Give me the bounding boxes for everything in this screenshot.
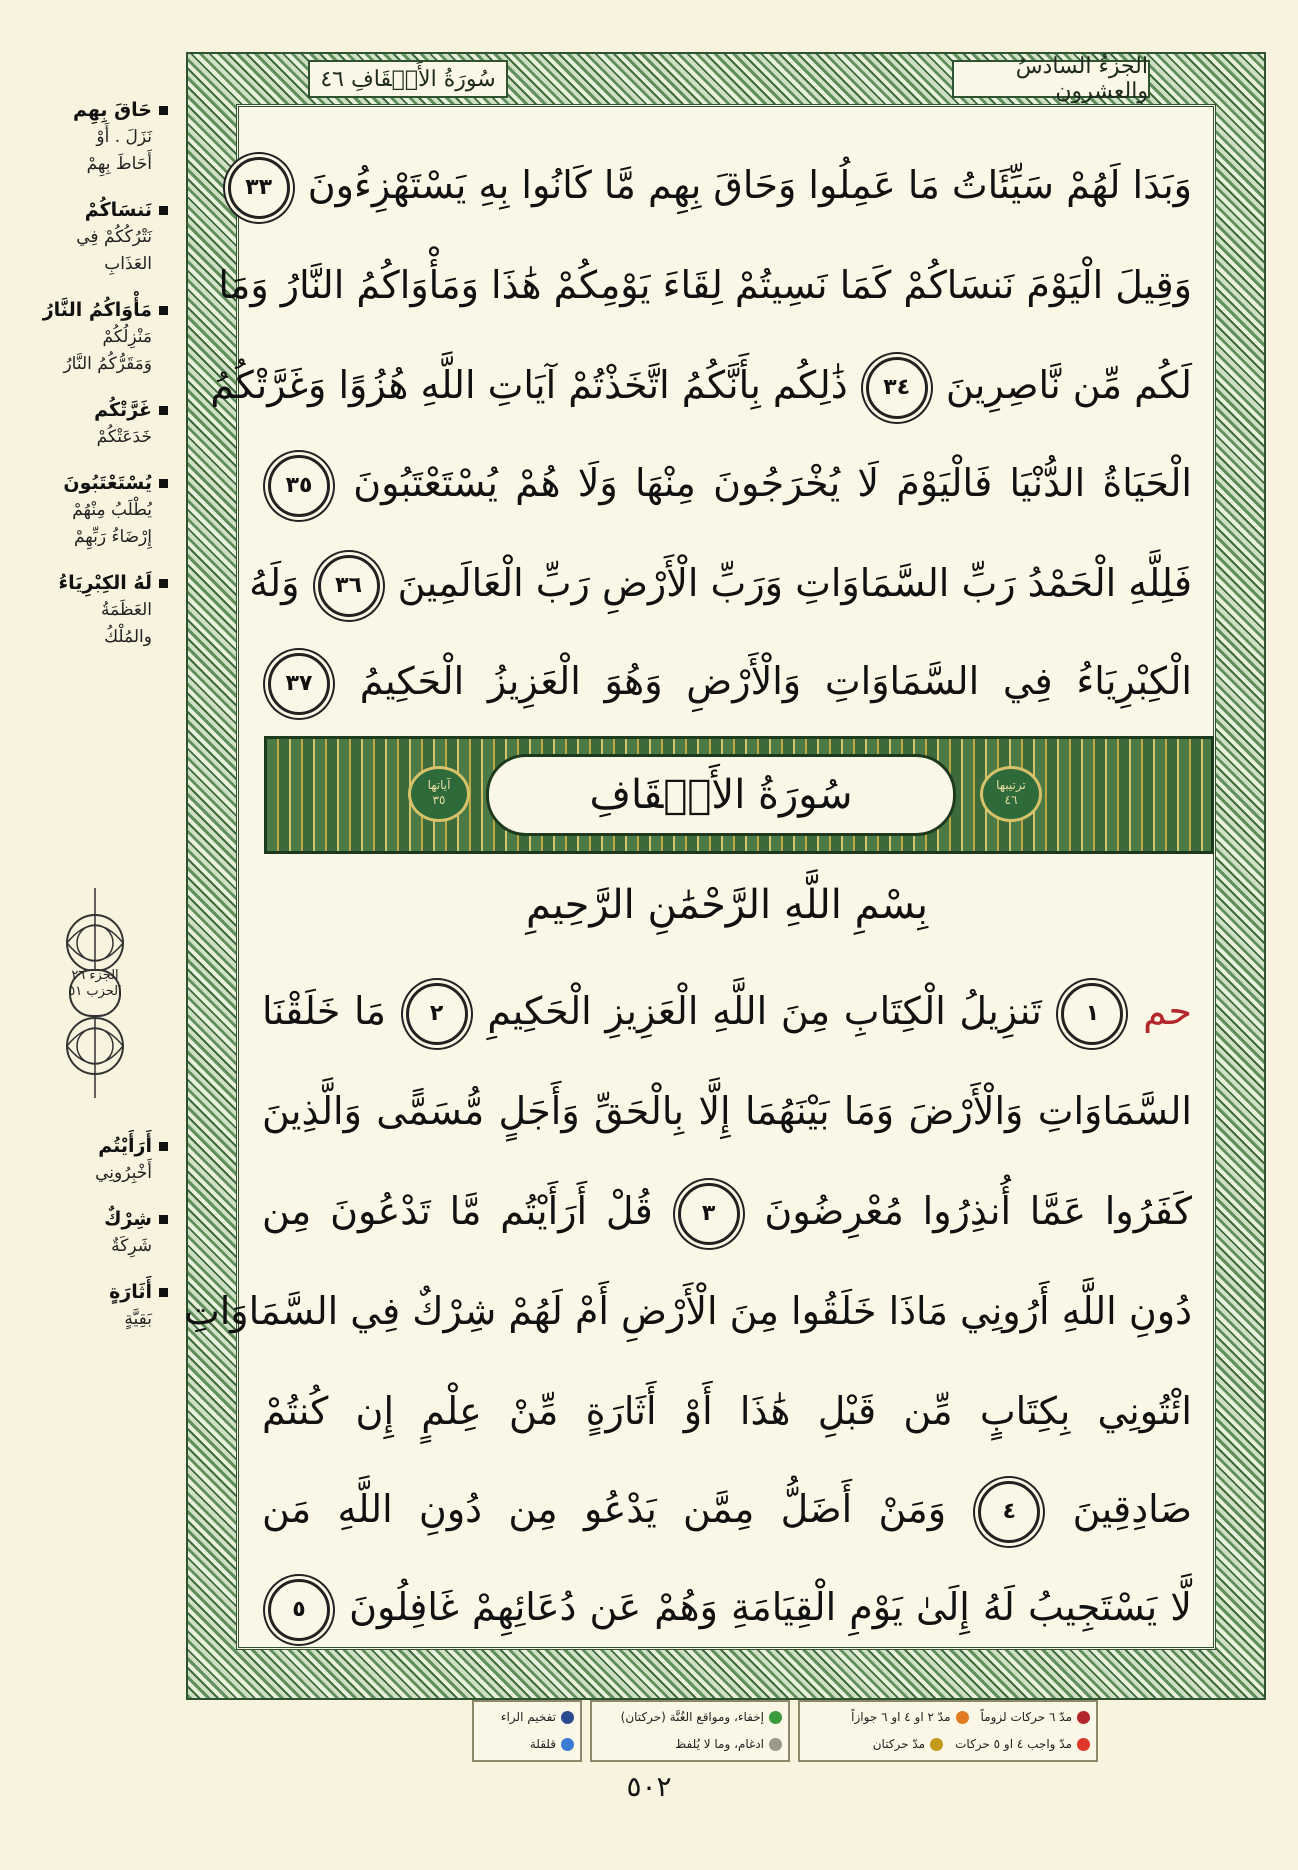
color-dot-icon [956, 1711, 969, 1724]
verse-text: حم [1143, 989, 1192, 1033]
verse-line [262, 976, 1192, 1046]
glossary-word: مَأْوَاكُمُ النَّارُ [42, 299, 152, 321]
verse-number-marker: ٣٦ [318, 555, 380, 617]
color-dot-icon [769, 1711, 782, 1724]
color-dot-icon [561, 1711, 574, 1724]
surah-header-label: سُورَةُ الأَحۡقَافِ ٤٦ [308, 60, 508, 98]
verse-line [262, 1076, 1192, 1146]
legend-item: إخفاء، ومواقع الغُنَّة (حركتان) [598, 1704, 782, 1731]
glossary-sidebar-lower [18, 1132, 168, 1351]
legend-item: مدّ ٦ حركات لزوماً [981, 1704, 1091, 1731]
verse-text: فَلِلَّهِ الْحَمْدُ رَبِّ السَّمَاوَاتِ وَرَبِّ الْأَرْضِ رَبِّ الْعَالَمِينَ [397, 561, 1192, 605]
surah-title: سُورَةُ الأَحۡقَافِ [486, 754, 956, 836]
verse-number-marker: ٢ [406, 983, 468, 1045]
glossary-word: يُسْتَعْتَبُونَ [63, 472, 152, 494]
bullet-icon [159, 1142, 168, 1151]
glossary-entry [18, 196, 168, 278]
verse-text: تَنزِيلُ الْكِتَابِ مِنَ اللَّهِ الْعَزِيزِ الْحَكِيمِ [487, 989, 1042, 1033]
ayat-number: ٣٥ [432, 793, 446, 807]
verse-number-marker: ٣ [678, 1183, 740, 1245]
verse-text: قُلْ أَرَأَيْتُم مَّا تَدْعُونَ مِن [262, 1189, 653, 1233]
verse-text: دُونِ اللَّهِ أَرُونِي مَاذَا خَلَقُوا مِنَ الْأَرْضِ أَمْ لَهُمْ شِرْكٌ فِي السَّمَاوَاتِ [183, 1289, 1192, 1333]
tajweed-legend [398, 1700, 1098, 1762]
glossary-meaning: بَقِيَّةٍ [124, 1309, 152, 1329]
basmala: بِسْمِ اللَّهِ الرَّحْمَٰنِ الرَّحِيمِ [525, 882, 929, 928]
verse-line [262, 1572, 1192, 1642]
verse-line [183, 1276, 1192, 1346]
legend-item: تفخيم الراء [480, 1704, 574, 1731]
verse-text: لَّا يَسْتَجِيبُ لَهُ إِلَىٰ يَوْمِ الْقِيَامَةِ وَهُمْ عَن دُعَائِهِمْ غَافِلُونَ [349, 1585, 1192, 1629]
verse-number-marker: ٤ [978, 1481, 1040, 1543]
verse-line [262, 448, 1192, 518]
legend-item: مدّ ٢ او ٤ او ٦ جوازاً [851, 1704, 968, 1731]
verse-text: ذَٰلِكُم بِأَنَّكُمُ اتَّخَذْتُمْ آيَاتِ اللَّهِ هُزُوًا وَغَرَّتْكُمُ [210, 363, 848, 407]
legend-item: مدّ حركتان [873, 1731, 943, 1758]
juz-header-label: الجزءُ السادسُ والعشرون [952, 60, 1150, 98]
verse-line [218, 250, 1192, 320]
glossary-meaning: يُطْلَبُ مِنْهُمْ إِرْضَاءُ رَبِّهِمْ [72, 500, 152, 547]
glossary-word: أَرَأَيْتُم [98, 1135, 152, 1157]
verse-text: وَلَهُ [249, 561, 300, 605]
glossary-meaning: العَظَمَةُ والمُلْكُ [101, 600, 152, 647]
glossary-entry [18, 96, 168, 178]
verse-text: الْحَيَاةُ الدُّنْيَا فَالْيَوْمَ لَا يُخْرَجُونَ مِنْهَا وَلَا هُمْ يُسْتَعْتَبُونَ [353, 461, 1192, 505]
verse-text: وَقِيلَ الْيَوْمَ نَنسَاكُمْ كَمَا نَسِيتُمْ لِقَاءَ يَوْمِكُمْ هَٰذَا وَمَأْوَاكُمُ النَّارُ وَمَا [218, 263, 1192, 307]
legend-item: ادغام، وما لا يُلفظ [598, 1731, 782, 1758]
legend-box-madd [798, 1700, 1098, 1762]
glossary-word: نَنسَاكُمْ [84, 199, 152, 221]
verse-text: وَبَدَا لَهُمْ سَيِّئَاتُ مَا عَمِلُوا وَحَاقَ بِهِم مَّا كَانُوا بِهِ يَسْتَهْزِءُونَ [307, 163, 1192, 207]
verse-line [245, 150, 1192, 220]
glossary-entry [18, 1132, 168, 1187]
verse-text: وَمَنْ أَضَلُّ مِمَّن يَدْعُو مِن دُونِ اللَّهِ مَن [262, 1487, 947, 1531]
bullet-icon [159, 306, 168, 315]
color-dot-icon [769, 1738, 782, 1751]
hizb-label [52, 968, 138, 1000]
glossary-word: شِرْكٌ [104, 1208, 152, 1230]
bullet-icon [159, 206, 168, 215]
color-dot-icon [1077, 1711, 1090, 1724]
verse-text: كَفَرُوا عَمَّا أُنذِرُوا مُعْرِضُونَ [764, 1189, 1192, 1233]
legend-box-ghunna [590, 1700, 790, 1762]
glossary-sidebar [18, 96, 168, 669]
verse-text: لَكُم مِّن نَّاصِرِينَ [945, 363, 1192, 407]
verse-line [249, 548, 1192, 618]
verse-text: السَّمَاوَاتِ وَالْأَرْضَ وَمَا بَيْنَهُمَا إِلَّا بِالْحَقِّ وَأَجَلٍ مُّسَمًّى وَالَّذِينَ [262, 1089, 1192, 1133]
legend-box-ra [472, 1700, 582, 1762]
verse-number-marker: ٥ [268, 1579, 330, 1641]
color-dot-icon [561, 1738, 574, 1751]
verse-line [262, 1376, 1192, 1446]
verse-text: صَادِقِينَ [1072, 1487, 1192, 1531]
verse-text: ائْتُونِي بِكِتَابٍ مِّن قَبْلِ هَٰذَا أَوْ أَثَارَةٍ مِّنْ عِلْمٍ إِن كُنتُمْ [262, 1389, 1192, 1433]
glossary-meaning: أَخْبِرُونِي [95, 1163, 152, 1183]
verse-number-marker: ٣٣ [228, 157, 290, 219]
glossary-entry [18, 396, 168, 451]
ayat-label: آياتها [427, 778, 451, 792]
verse-line [210, 350, 1192, 420]
glossary-entry [18, 1278, 168, 1333]
verse-text: الْكِبْرِيَاءُ فِي السَّمَاوَاتِ وَالْأَرْضِ وَهُوَ الْعَزِيزُ الْحَكِيمُ [359, 659, 1192, 703]
color-dot-icon [930, 1738, 943, 1751]
glossary-entry [18, 569, 168, 651]
hizb-number: الحزب ٥١ [68, 984, 122, 999]
bullet-icon [159, 106, 168, 115]
ayat-count-medallion [408, 766, 470, 822]
verse-line [262, 1176, 1192, 1246]
verse-line [262, 1474, 1192, 1544]
glossary-meaning: نَزَلَ . أَوْ أَحَاطَ بِهِمْ [86, 127, 152, 174]
glossary-word: غَرَّتْكُم [94, 399, 152, 421]
glossary-meaning: نَتْرُكُكُمْ فِي العَذَابِ [76, 227, 152, 274]
verse-number-marker: ١ [1061, 983, 1123, 1045]
glossary-word: حَاقَ بِهِم [72, 99, 152, 121]
juz-number: الجزء ٢٦ [71, 968, 119, 983]
bullet-icon [159, 579, 168, 588]
bullet-icon [159, 1215, 168, 1224]
glossary-meaning: خَدَعَتْكُمْ [96, 427, 152, 447]
legend-item: قلقلة [480, 1731, 574, 1758]
order-number: ٤٦ [1004, 793, 1018, 807]
bullet-icon [159, 479, 168, 488]
bullet-icon [159, 1288, 168, 1297]
verse-number-marker: ٣٥ [268, 455, 330, 517]
order-label: ترتيبها [996, 778, 1026, 792]
glossary-meaning: شَرِكَةٌ [111, 1236, 152, 1256]
glossary-entry [18, 1205, 168, 1260]
color-dot-icon [1077, 1738, 1090, 1751]
verse-line [262, 646, 1192, 716]
glossary-word: لَهُ الكِبْرِيَاءُ [58, 572, 152, 594]
surah-order-medallion [980, 766, 1042, 822]
glossary-entry [18, 296, 168, 378]
glossary-meaning: مَنْزِلُكُمْ وَمَقَرُّكُمُ النَّارُ [63, 327, 152, 374]
verse-number-marker: ٣٧ [268, 653, 330, 715]
page-number: ٥٠٢ [626, 1770, 672, 1803]
verse-text: مَا خَلَقْنَا [262, 989, 386, 1033]
glossary-word: أَثَارَةٍ [109, 1281, 152, 1303]
bullet-icon [159, 406, 168, 415]
legend-item: مدّ واجب ٤ او ٥ حركات [955, 1731, 1090, 1758]
glossary-entry [18, 469, 168, 551]
verse-number-marker: ٣٤ [866, 357, 928, 419]
